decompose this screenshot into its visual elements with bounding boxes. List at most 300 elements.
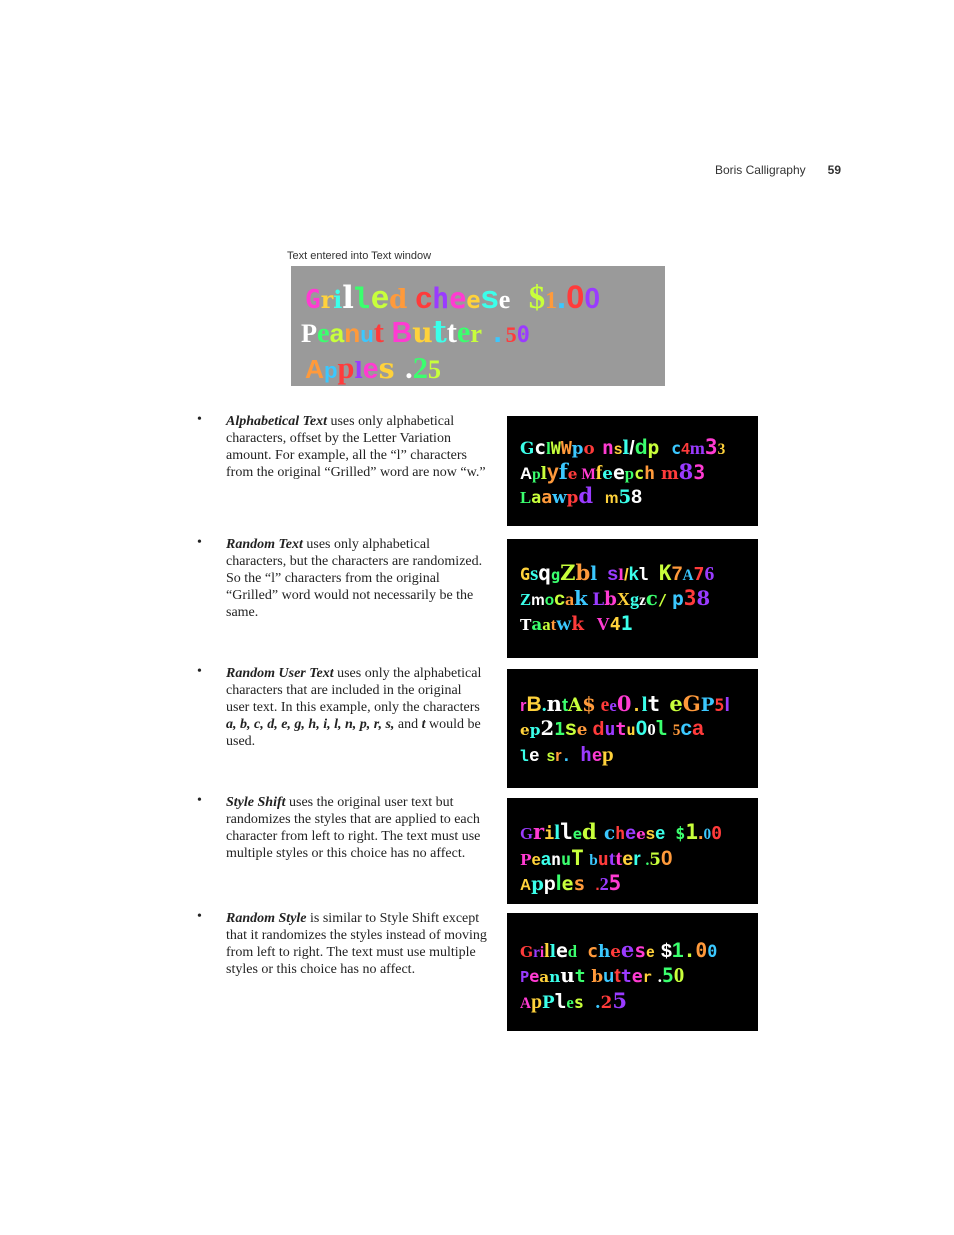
- glyph: e: [631, 966, 643, 987]
- glyph: Z: [520, 590, 532, 609]
- glyph: e: [591, 745, 603, 765]
- glyph: n: [344, 318, 361, 348]
- header-page-number: 59: [827, 163, 841, 177]
- glyph: p: [529, 721, 541, 739]
- glyph: l: [724, 694, 730, 716]
- glyph: w: [552, 487, 567, 507]
- glyph: m: [531, 592, 545, 609]
- glyph: 8: [696, 587, 711, 610]
- glyph: e: [610, 941, 621, 961]
- glyph: t: [614, 965, 621, 987]
- glyph: b: [604, 589, 617, 610]
- glyph: l: [590, 564, 598, 585]
- glyph: .: [557, 278, 567, 315]
- glyph: k: [571, 614, 584, 635]
- glyph: a: [541, 487, 553, 508]
- glyph: c: [604, 823, 616, 844]
- sample-line-3: [520, 483, 642, 509]
- glyph: 1: [685, 819, 699, 844]
- glyph: [649, 564, 659, 584]
- glyph: y: [546, 461, 559, 484]
- glyph: e: [317, 318, 330, 349]
- sample-random-user-text: [507, 669, 758, 788]
- glyph: r: [320, 286, 334, 314]
- glyph: t: [561, 695, 568, 715]
- glyph: l: [546, 439, 551, 458]
- glyph: r: [642, 968, 652, 986]
- glyph: s: [378, 351, 395, 385]
- bullet: •: [197, 412, 202, 427]
- glyph: P: [700, 695, 715, 716]
- glyph: q: [538, 560, 551, 585]
- glyph: u: [604, 719, 616, 740]
- glyph: [659, 436, 671, 459]
- glyph: W: [550, 438, 561, 458]
- glyph: 1: [554, 719, 566, 740]
- glyph: e: [602, 463, 613, 483]
- glyph: e: [655, 823, 666, 843]
- glyph: n: [549, 968, 561, 986]
- glyph: r: [533, 819, 545, 844]
- glyph: 5: [661, 964, 674, 987]
- glyph: X: [616, 589, 631, 609]
- glyph: 7: [671, 563, 683, 585]
- glyph: c: [634, 463, 645, 483]
- glyph: 8: [631, 486, 643, 508]
- sample-random-text: [507, 539, 758, 658]
- glyph: e: [449, 282, 467, 315]
- glyph: s: [613, 441, 623, 458]
- glyph: e: [531, 850, 541, 869]
- glyph: h: [644, 463, 656, 484]
- glyph: e: [612, 461, 625, 484]
- glyph: L: [592, 589, 605, 609]
- glyph: e: [622, 848, 634, 870]
- glyph: 5: [608, 870, 622, 895]
- glyph: [597, 564, 607, 584]
- glyph: 0: [635, 717, 648, 740]
- glyph: p: [543, 873, 556, 895]
- glyph: a: [531, 614, 543, 634]
- glyph: G: [520, 438, 535, 458]
- glyph: 3: [717, 441, 726, 458]
- glyph: l: [540, 463, 547, 483]
- glyph: /: [657, 591, 668, 609]
- glyph: g: [630, 589, 640, 609]
- glyph: .: [683, 939, 696, 962]
- running-header: [715, 163, 841, 177]
- glyph: e: [555, 939, 568, 962]
- glyph: f: [595, 463, 603, 484]
- glyph: p: [602, 742, 614, 766]
- glyph: 0: [647, 720, 656, 739]
- glyph: e: [362, 353, 379, 385]
- glyph: Z: [560, 560, 576, 585]
- glyph: e: [669, 691, 683, 716]
- glyph: .: [698, 822, 704, 844]
- sample-style-shift: [507, 798, 758, 904]
- glyph: t: [373, 315, 384, 349]
- glyph: .: [489, 319, 506, 349]
- glyph: l: [342, 280, 354, 316]
- bullet: •: [197, 664, 202, 679]
- glyph: A: [682, 567, 694, 584]
- glyph: s: [530, 561, 539, 585]
- glyph: o: [583, 438, 595, 458]
- sample-line-3: [520, 988, 627, 1014]
- glyph: n: [602, 436, 614, 459]
- glyph: 4: [681, 441, 690, 458]
- glyph: 5: [649, 849, 661, 869]
- glyph: 7: [693, 564, 705, 585]
- glyph: l: [641, 692, 648, 716]
- body-text: and: [394, 717, 422, 732]
- glyph: b: [591, 966, 604, 986]
- glyph: b: [575, 560, 591, 585]
- glyph: [482, 322, 490, 348]
- glyph: p: [571, 438, 584, 458]
- glyph: G: [520, 824, 534, 843]
- glyph: 0: [616, 691, 632, 716]
- glyph: i: [539, 944, 545, 961]
- sample-line-1: [520, 691, 730, 717]
- glyph: t: [620, 966, 632, 987]
- glyph: L: [520, 488, 532, 507]
- glyph: w: [556, 611, 572, 635]
- glyph: r: [533, 944, 540, 961]
- glyph: m: [604, 490, 619, 507]
- glyph: c: [645, 587, 658, 610]
- glyph: 0: [711, 823, 723, 844]
- glyph: G: [682, 691, 701, 716]
- glyph: .: [631, 695, 642, 715]
- body-text: would be used.: [226, 717, 481, 749]
- glyph: .: [595, 877, 600, 894]
- body-text: is similar to Style Shift except that it randomizes the styles instead of moving from left to right. The text must use multiple styles or this choice has no affect.: [226, 911, 487, 977]
- glyph: 4: [609, 614, 621, 635]
- glyph: [577, 941, 587, 961]
- glyph: e: [646, 944, 655, 961]
- glyph: [510, 281, 528, 316]
- glyph: t: [608, 849, 616, 870]
- glyph: s: [480, 278, 499, 315]
- glyph: b: [589, 852, 598, 869]
- body-text: uses only alphabetical characters, but the characters are randomized. So the “l” characters from the original “Grilled” word would not necessarily be the same.: [226, 537, 483, 620]
- term: Random User Text: [226, 666, 334, 681]
- glyph: 5: [612, 988, 627, 1013]
- sample-line-3: [520, 610, 633, 636]
- glyph: A: [520, 995, 532, 1012]
- glyph: 6: [704, 564, 715, 585]
- glyph: k: [574, 587, 588, 610]
- glyph: l: [554, 990, 567, 1013]
- glyph: o: [544, 592, 555, 609]
- glyph: p: [624, 464, 635, 483]
- glyph: 3: [693, 461, 706, 484]
- glyph: [660, 697, 669, 715]
- glyph: s: [573, 992, 584, 1012]
- glyph: u: [561, 849, 572, 869]
- glyph: l: [638, 564, 649, 584]
- glyph: .: [561, 747, 571, 765]
- sample-line-1: [520, 819, 722, 845]
- glyph: W: [560, 438, 572, 459]
- glyph: [584, 610, 597, 635]
- glyph: s: [607, 563, 619, 585]
- glyph: c: [680, 717, 693, 740]
- glyph: t: [432, 314, 447, 350]
- glyph: 0: [673, 963, 685, 987]
- glyph: l: [549, 941, 556, 961]
- glyph: u: [603, 966, 615, 986]
- glyph: l: [353, 282, 371, 315]
- glyph: .: [594, 992, 601, 1012]
- description-alphabetical-text: [226, 413, 488, 481]
- glyph: f: [558, 459, 568, 484]
- glyph: d: [592, 718, 605, 740]
- glyph: i: [544, 823, 555, 843]
- glyph: .: [405, 351, 413, 385]
- sample-line-2: [520, 459, 705, 485]
- glyph: z: [639, 592, 646, 609]
- glyph: .: [541, 695, 547, 716]
- glyph: 5: [427, 355, 442, 384]
- glyph: [665, 823, 675, 843]
- glyph: g: [550, 566, 561, 584]
- glyph: M: [581, 466, 596, 483]
- glyph: l: [555, 872, 562, 895]
- term: Random Style: [226, 911, 307, 926]
- glyph: e: [576, 719, 588, 739]
- description-random-style: [226, 910, 488, 978]
- glyph: s: [546, 748, 556, 765]
- description-style-shift: [226, 794, 488, 862]
- glyph: 0: [695, 939, 708, 962]
- glyph: p: [323, 358, 338, 383]
- glyph: G: [305, 285, 321, 315]
- glyph: u: [560, 964, 575, 987]
- glyph: 1: [620, 612, 633, 635]
- sample-line-2: [520, 716, 704, 741]
- glyph: l: [554, 820, 561, 844]
- glyph: h: [580, 743, 592, 766]
- glyph: u: [626, 721, 636, 739]
- glyph: u: [412, 315, 433, 349]
- glyph: m: [660, 463, 679, 483]
- glyph: d: [578, 483, 594, 508]
- glyph: 0: [566, 278, 585, 315]
- description-random-text: [226, 536, 488, 621]
- glyph: [384, 322, 392, 348]
- glyph: e: [529, 966, 540, 986]
- sample-line-1: [520, 560, 714, 586]
- glyph: K: [658, 560, 672, 585]
- glyph: 2: [540, 717, 555, 740]
- glyph: d: [389, 285, 408, 315]
- glyph: e: [609, 696, 617, 715]
- glyph: l: [544, 941, 550, 962]
- sample-line-2: [520, 845, 673, 871]
- glyph: T: [520, 616, 532, 634]
- glyph: p: [532, 466, 541, 483]
- glyph: c: [415, 281, 433, 315]
- glyph: a: [539, 968, 550, 986]
- glyph: [407, 282, 415, 314]
- glyph: d: [581, 819, 597, 844]
- term: Style Shift: [226, 795, 286, 810]
- glyph: l: [655, 717, 668, 740]
- description-random-user-text: [226, 665, 488, 750]
- body-text: uses the original user text but randomizes the styles that are applied to each character from left to right. The text must use multiple styles or this choice has no affect.: [226, 795, 481, 861]
- glyph: l: [354, 358, 363, 384]
- glyph: s: [645, 824, 656, 843]
- glyph: [585, 874, 595, 894]
- glyph: A: [520, 464, 533, 483]
- glyph: e: [572, 825, 582, 843]
- glyph: l: [622, 438, 630, 459]
- glyph: $: [660, 940, 672, 962]
- char-last: t: [421, 717, 426, 732]
- glyph: l: [618, 566, 624, 584]
- glyph: u: [597, 849, 609, 870]
- glyph: d: [567, 942, 578, 961]
- sample-alphabetical-text: [507, 416, 758, 526]
- glyph: p: [337, 351, 355, 385]
- bullet: •: [197, 535, 202, 550]
- glyph: m: [689, 438, 705, 458]
- bullet: •: [197, 793, 202, 808]
- glyph: e: [625, 822, 637, 844]
- glyph: r: [555, 746, 562, 765]
- header-book-title: Boris Calligraphy: [714, 163, 806, 177]
- glyph: e: [498, 285, 511, 314]
- sample-line-2: [520, 585, 710, 611]
- sample-line-3: [520, 870, 621, 896]
- glyph: e: [600, 695, 610, 716]
- glyph: p: [566, 487, 579, 507]
- glyph: a: [540, 849, 551, 869]
- term: Random Text: [226, 537, 303, 552]
- glyph: a: [542, 615, 551, 634]
- glyph: 5: [618, 487, 632, 508]
- glyph: s: [573, 872, 586, 895]
- glyph: e: [370, 278, 390, 315]
- glyph: [595, 434, 602, 459]
- sample-line-1: [520, 434, 725, 460]
- glyph: e: [529, 745, 540, 765]
- glyph: c: [554, 588, 566, 610]
- glyph: 0: [703, 826, 712, 843]
- glyph: r: [470, 319, 483, 348]
- figure-line-2: [301, 314, 530, 350]
- glyph: 0: [707, 941, 718, 961]
- glyph: P: [520, 968, 530, 986]
- glyph: /: [623, 565, 629, 584]
- glyph: [593, 485, 605, 508]
- glyph: P: [541, 992, 555, 1012]
- figure-line-1: [305, 278, 600, 317]
- glyph: r: [633, 848, 641, 870]
- sample-random-style: [507, 913, 758, 1031]
- glyph: r: [520, 696, 527, 715]
- glyph: d: [634, 436, 648, 459]
- glyph: B: [391, 317, 413, 349]
- glyph: h: [598, 941, 611, 961]
- glyph: c: [534, 436, 547, 459]
- body-text: uses only the alphabetical characters that are included in the original user text. In this example, only the characters: [226, 666, 482, 715]
- glyph: 2: [599, 874, 609, 894]
- glyph: 5: [505, 322, 517, 347]
- glyph: s: [565, 717, 577, 740]
- glyph: P: [520, 851, 532, 869]
- glyph: 1: [545, 288, 557, 314]
- glyph: t: [615, 719, 627, 740]
- sample-line-1: [520, 937, 717, 963]
- glyph: l: [520, 747, 530, 765]
- glyph: [597, 819, 604, 844]
- glyph: n: [546, 691, 562, 716]
- glyph: p: [531, 874, 544, 895]
- glyph: T: [571, 845, 584, 870]
- glyph: t: [574, 966, 586, 987]
- glyph: e: [636, 825, 646, 843]
- glyph: i: [333, 286, 343, 314]
- glyph: t: [446, 315, 457, 349]
- glyph: 5: [672, 722, 681, 739]
- char-list: a, b, c, d, e, g, h, i, l, n, p, r, s,: [226, 717, 395, 732]
- glyph: c: [671, 438, 682, 458]
- glyph: G: [520, 564, 531, 584]
- glyph: p: [647, 436, 660, 459]
- glyph: [539, 741, 546, 766]
- term: Alphabetical Text: [226, 414, 327, 429]
- glyph: .: [645, 852, 650, 869]
- glyph: 1: [671, 939, 684, 962]
- glyph: e: [566, 993, 574, 1012]
- glyph: [395, 350, 406, 386]
- glyph: e: [466, 286, 481, 314]
- glyph: a: [329, 318, 345, 348]
- glyph: p: [531, 992, 542, 1013]
- glyph: $: [675, 823, 686, 843]
- glyph: a: [692, 717, 704, 740]
- glyph: 2: [600, 992, 613, 1012]
- glyph: t: [550, 615, 557, 634]
- glyph: e: [567, 465, 578, 483]
- glyph: $: [528, 280, 546, 316]
- glyph: 0: [660, 847, 673, 870]
- glyph: h: [432, 282, 450, 315]
- glyph: .: [657, 967, 662, 986]
- glyph: t: [615, 846, 623, 870]
- glyph: k: [628, 564, 639, 584]
- sample-line-2: [520, 963, 684, 988]
- glyph: 8: [678, 459, 694, 484]
- glyph: B: [526, 693, 542, 716]
- glyph: c: [587, 941, 599, 962]
- bullet: •: [197, 909, 202, 924]
- sample-line-3: [520, 741, 614, 767]
- glyph: e: [620, 937, 635, 962]
- glyph: A: [520, 877, 532, 894]
- glyph: 3: [704, 434, 718, 459]
- glyph: /: [629, 437, 635, 459]
- glyph: e: [520, 721, 530, 739]
- glyph: h: [615, 823, 626, 843]
- glyph: u: [360, 322, 374, 347]
- glyph: A: [305, 354, 324, 384]
- glyph: e: [456, 315, 471, 349]
